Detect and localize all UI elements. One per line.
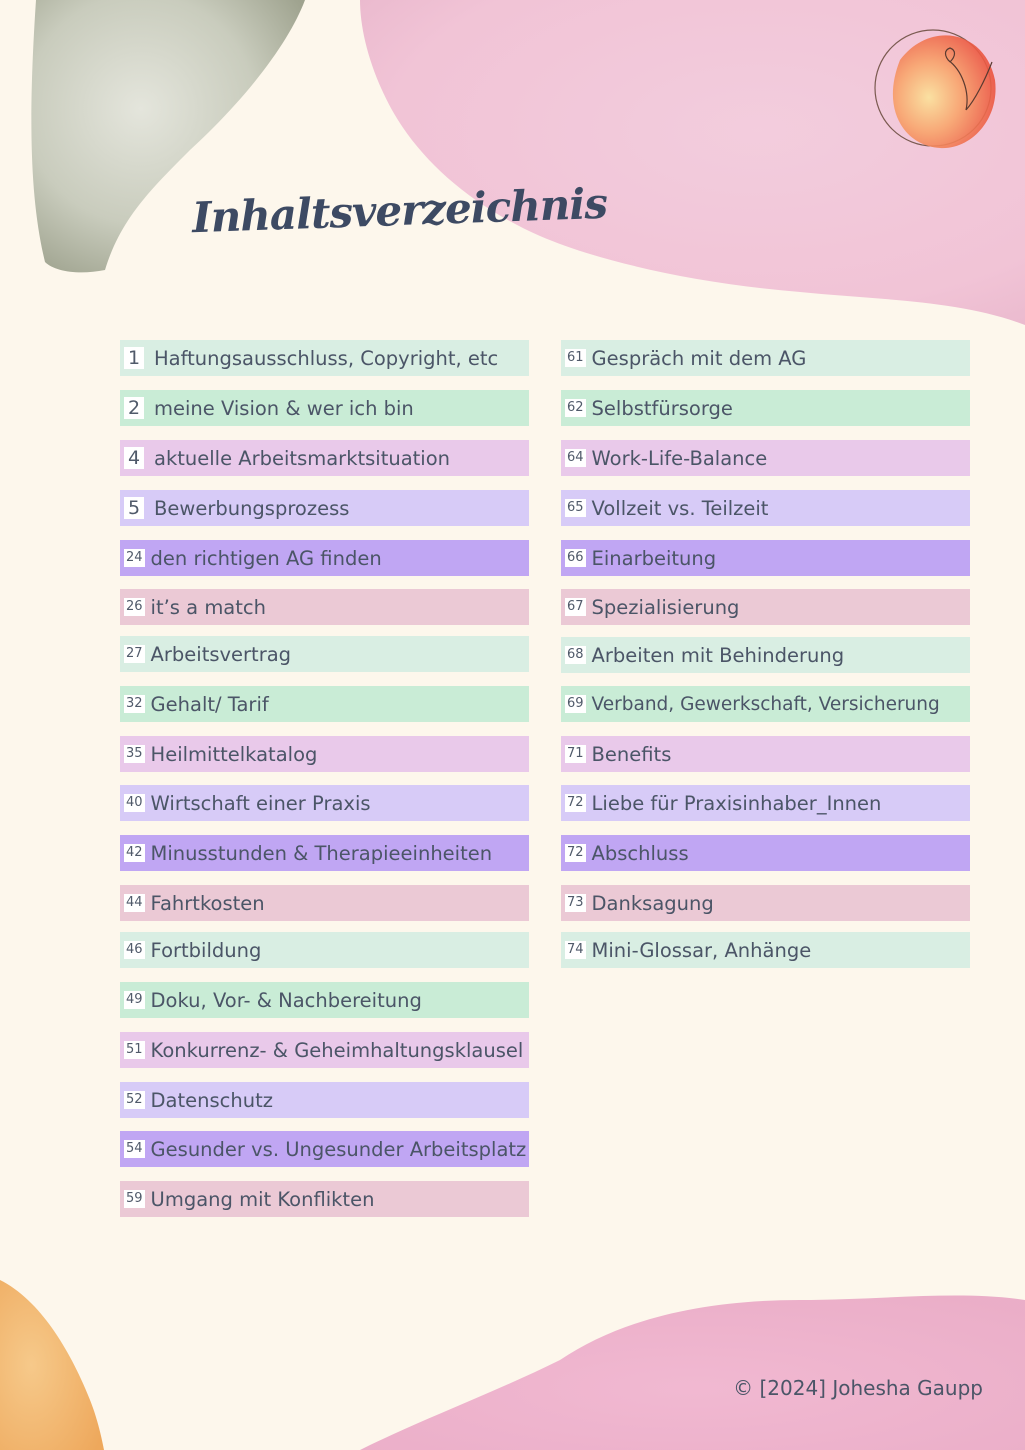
toc-entry[interactable]: [120, 1032, 529, 1068]
toc-label: Spezialisierung: [591, 595, 740, 619]
toc-label: Gespräch mit dem AG: [591, 346, 807, 370]
toc-page-number: 2: [124, 397, 144, 419]
toc-page-number: 66: [567, 550, 584, 565]
toc-label: Work-Life-Balance: [591, 446, 768, 470]
toc-label: Heilmittelkatalog: [150, 742, 318, 766]
toc-entry[interactable]: [120, 490, 529, 526]
toc-entry[interactable]: [120, 1131, 529, 1167]
toc-page-number: 35: [126, 746, 143, 761]
toc-label: Gehalt/ Tarif: [150, 692, 269, 716]
toc-entry[interactable]: [120, 340, 529, 376]
toc-entry[interactable]: [120, 589, 529, 625]
toc-entry[interactable]: [120, 885, 529, 921]
toc-label: Vollzeit vs. Teilzeit: [591, 496, 769, 520]
toc-page-number: 61: [567, 350, 584, 365]
toc-page-number: 67: [567, 599, 584, 614]
toc-entry[interactable]: [561, 932, 970, 968]
copyright-notice: © [2024] Johesha Gaupp: [733, 1376, 983, 1400]
toc-page-number: 24: [126, 550, 143, 565]
toc-page-number: 51: [126, 1042, 143, 1057]
toc-page-number: 64: [567, 450, 584, 465]
toc-page-number: 1: [124, 347, 144, 369]
toc-entry[interactable]: [120, 785, 529, 821]
toc-label: Datenschutz: [150, 1088, 273, 1112]
toc-label: Mini-Glossar, Anhänge: [591, 938, 812, 962]
toc-label: Doku, Vor- & Nachbereitung: [150, 988, 422, 1012]
toc-entry[interactable]: [120, 835, 529, 871]
toc-entry[interactable]: [120, 1181, 529, 1217]
toc-label: den richtigen AG finden: [150, 546, 382, 570]
toc-entry[interactable]: [120, 440, 529, 476]
toc-entry[interactable]: [561, 885, 970, 921]
toc-entry[interactable]: [120, 1082, 529, 1118]
toc-entry[interactable]: [120, 686, 529, 722]
toc-page-number: 46: [126, 942, 143, 957]
toc-label: Konkurrenz- & Geheimhaltungsklausel: [150, 1038, 524, 1062]
toc-page-number: 65: [567, 500, 584, 515]
toc-label: Minusstunden & Therapieeinheiten: [150, 841, 493, 865]
toc-entry[interactable]: [561, 835, 970, 871]
toc-label: Liebe für Praxisinhaber_Innen: [591, 791, 882, 815]
toc-entry[interactable]: [561, 589, 970, 625]
toc-page-number: 59: [126, 1191, 143, 1206]
toc-label: Danksagung: [591, 891, 714, 915]
toc-entry[interactable]: [561, 736, 970, 772]
toc-label: Arbeiten mit Behinderung: [591, 643, 845, 667]
toc-page-number: 32: [126, 696, 143, 711]
toc-page-number: 49: [126, 992, 143, 1007]
toc-page-number: 69: [567, 696, 584, 711]
toc-entry[interactable]: [561, 540, 970, 576]
toc-page-number: 40: [126, 795, 143, 810]
toc-label: Selbstfürsorge: [591, 396, 733, 420]
toc-entry[interactable]: [561, 686, 970, 722]
toc-entry[interactable]: [120, 932, 529, 968]
toc-label: Fahrtkosten: [150, 891, 265, 915]
toc-page-number: 27: [126, 646, 143, 661]
toc-entry[interactable]: [561, 340, 970, 376]
toc-label: Wirtschaft einer Praxis: [150, 791, 371, 815]
toc-page-number: 62: [567, 400, 584, 415]
toc-label: meine Vision & wer ich bin: [154, 396, 414, 420]
toc-label: Fortbildung: [150, 938, 262, 962]
toc-page-number: 5: [124, 497, 144, 519]
toc-label: Gesunder vs. Ungesunder Arbeitsplatz: [150, 1137, 527, 1161]
toc-label: it’s a match: [150, 595, 266, 619]
toc-entry[interactable]: [120, 636, 529, 672]
toc-entry[interactable]: [120, 540, 529, 576]
toc-entry[interactable]: [561, 390, 970, 426]
toc-label: Benefits: [591, 742, 672, 766]
toc-page-number: 4: [124, 447, 144, 469]
toc-entry[interactable]: [120, 982, 529, 1018]
toc-label: Verband, Gewerkschaft, Versicherung: [591, 693, 940, 715]
toc-page-number: 42: [126, 845, 143, 860]
toc-entry[interactable]: [561, 637, 970, 673]
toc-label: aktuelle Arbeitsmarktsituation: [154, 446, 451, 470]
toc-page-number: 68: [567, 647, 584, 662]
page-title: Inhaltsverzeichnis: [191, 178, 608, 243]
toc-entry[interactable]: [120, 736, 529, 772]
toc-page-number: 54: [126, 1141, 143, 1156]
toc-label: Haftungsausschluss, Copyright, etc: [154, 346, 499, 370]
toc-page-number: 74: [567, 942, 584, 957]
toc-label: Arbeitsvertrag: [150, 642, 292, 666]
toc-page-number: 72: [567, 845, 584, 860]
toc-entry[interactable]: [561, 785, 970, 821]
toc-label: Umgang mit Konflikten: [150, 1187, 375, 1211]
toc-entry[interactable]: [561, 440, 970, 476]
toc-entry[interactable]: [120, 390, 529, 426]
toc-entry[interactable]: [561, 490, 970, 526]
toc-page-number: 72: [567, 795, 584, 810]
toc-label: Einarbeitung: [591, 546, 717, 570]
toc-page-number: 73: [567, 895, 584, 910]
toc-page-number: 71: [567, 746, 584, 761]
toc-page-number: 52: [126, 1092, 143, 1107]
toc-page-number: 44: [126, 895, 143, 910]
toc-label: Abschluss: [591, 841, 689, 865]
toc-page-number: 26: [126, 599, 143, 614]
toc-label: Bewerbungsprozess: [154, 496, 350, 520]
